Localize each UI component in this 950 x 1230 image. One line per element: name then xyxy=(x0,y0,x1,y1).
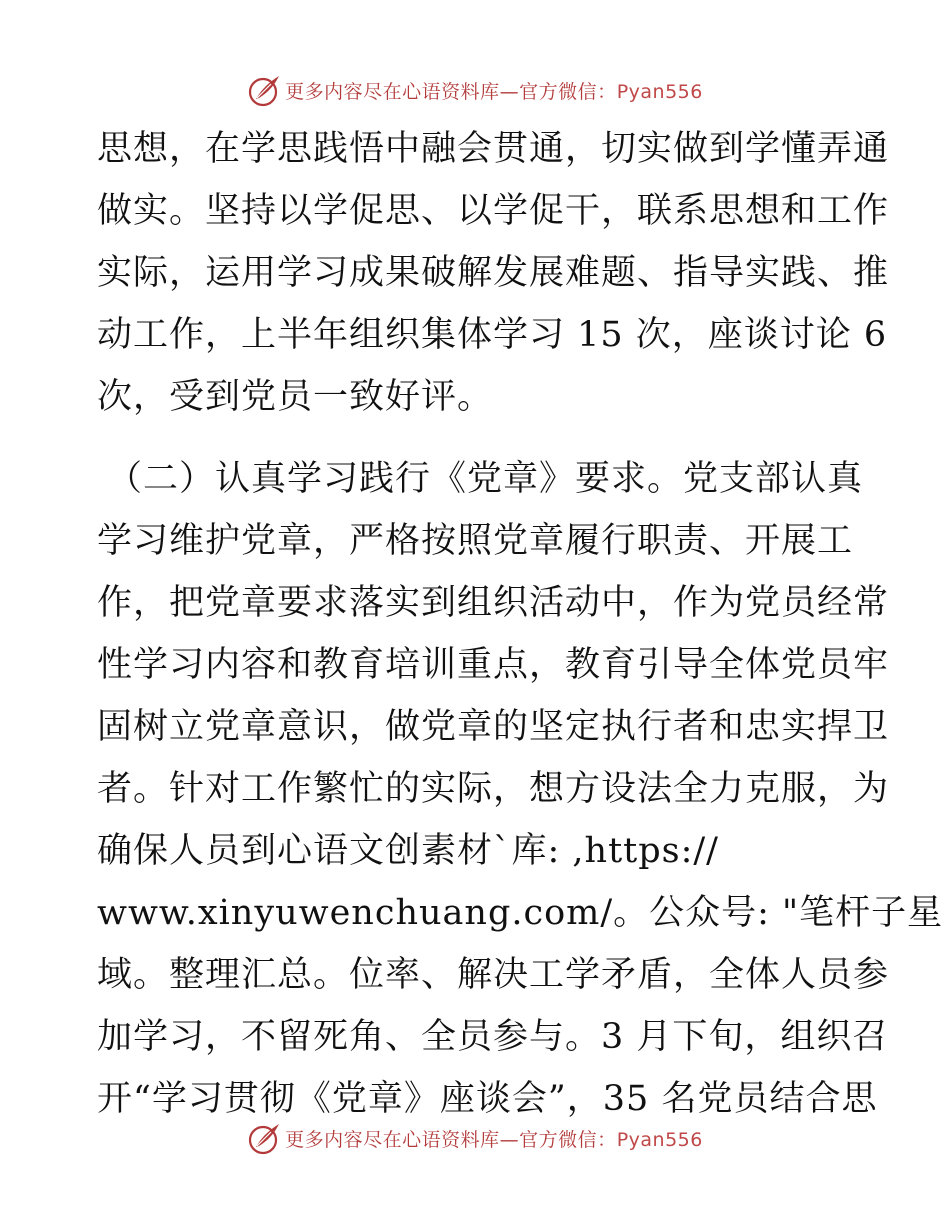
feather-pen-logo-icon xyxy=(247,1120,283,1156)
text-line: 固树立党章意识，做党章的坚定执行者和忠实捍卫 xyxy=(97,707,890,747)
header-banner-text xyxy=(285,77,703,104)
text-line: 做实。坚持以学促思、以学促干，联系思想和工作 xyxy=(97,191,890,231)
text-line: 者。针对工作繁忙的实际，想方设法全力克服，为 xyxy=(97,769,890,809)
header-banner-label: 官方微信： xyxy=(519,80,617,103)
text-line: 实际，运用学习成果破解发展难题、指导实践、推 xyxy=(97,253,890,293)
header-banner-title: 更多内容尽在心语资料库 xyxy=(285,80,500,103)
text-line: 次，受到党员一致好评。 xyxy=(97,377,494,417)
footer-banner-separator: — xyxy=(499,1128,520,1151)
text-line: 思想，在学思践悟中融会贯通，切实做到学懂弄通 xyxy=(97,129,890,169)
header-banner xyxy=(0,70,950,110)
header-banner-separator: — xyxy=(499,80,520,103)
footer-banner-text xyxy=(285,1125,703,1152)
text-line: www.xinyuwenchuang.com/。公众号: "笔杆子星 xyxy=(97,893,944,933)
text-line: 动工作，上半年组织集体学习 15 次，座谈讨论 6 xyxy=(97,315,888,355)
paragraph-2 xyxy=(97,454,944,1136)
header-banner-handle: Pyan556 xyxy=(616,80,703,103)
footer-banner-handle: Pyan556 xyxy=(616,1128,703,1151)
text-line: 开“学习贯彻《党章》座谈会”，35 名党员结合思 xyxy=(97,1079,878,1119)
text-line: 作，把党章要求落实到组织活动中，作为党员经常 xyxy=(97,583,890,623)
document-body xyxy=(97,124,944,1136)
footer-banner-title: 更多内容尽在心语资料库 xyxy=(285,1128,500,1151)
feather-pen-logo-icon xyxy=(247,72,283,108)
text-line: 性学习内容和教育培训重点，教育引导全体党员牢 xyxy=(97,645,890,685)
text-line: 学习维护党章，严格按照党章履行职责、开展工 xyxy=(97,521,854,561)
paragraph-1 xyxy=(97,124,890,434)
footer-banner xyxy=(0,1118,950,1158)
section-heading-line: （二）认真学习践行《党章》要求。党支部认真 xyxy=(107,459,864,499)
text-line: 域。整理汇总。位率、解决工学矛盾，全体人员参 xyxy=(97,955,890,995)
text-line: 确保人员到心语文创素材`库: ,https:// xyxy=(97,831,719,871)
text-line: 加学习，不留死角、全员参与。3 月下旬，组织召 xyxy=(97,1017,889,1057)
footer-banner-label: 官方微信： xyxy=(519,1128,617,1151)
